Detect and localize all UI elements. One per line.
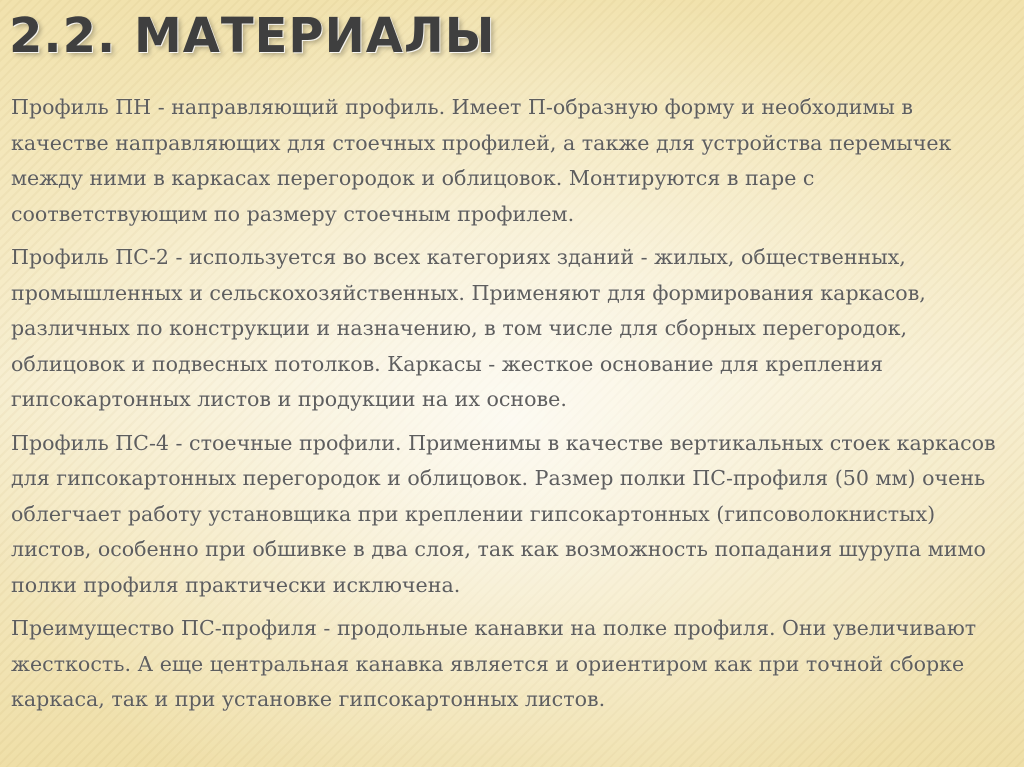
paragraph-ps4-profile: Профиль ПС-4 - стоечные профили. Применимы в качестве вертикальных стоек каркасов для гипсокартонных перегородок и облицовок. Размер полки ПС-профиля (50 мм) очень облегчает работу установщика при креплении гипсокартонных (гипсоволокнистых) листов, особенно при обшивке в два слоя, так как возможность попадания шурупа мимо полки профиля практически исключена. xyxy=(11,430,996,597)
paragraph-ps-advantage: Преимущество ПС-профиля - продольные канавки на полке профиля. Они увеличивают жесткость. А еще центральная канавка является и ориентиром как при точной сборке каркаса, так и при установке гипсокартонных листов. xyxy=(11,616,977,711)
slide-title: 2.2. МАТЕРИАЛЫ xyxy=(9,8,496,64)
slide-body xyxy=(11,90,1016,726)
paragraph-pn-profile: Профиль ПН - направляющий профиль. Имеет П-образную форму и необходимы в качестве направляющих для стоечных профилей, а также для устройства перемычек между ними в каркасах перегородок и облицовок. Монтируются в паре с соответствующим по размеру стоечным профилем. xyxy=(11,95,952,226)
paragraph-ps2-profile: Профиль ПС-2 - используется во всех категориях зданий - жилых, общественных, промышленных и сельскохозяйственных. Применяют для формирования каркасов, различных по конструкции и назначению, в том числе для сборных перегородок, облицовок и подвесных потолков. Каркасы - жесткое основание для крепления гипсокартонных листов и продукции на их основе. xyxy=(11,245,926,411)
